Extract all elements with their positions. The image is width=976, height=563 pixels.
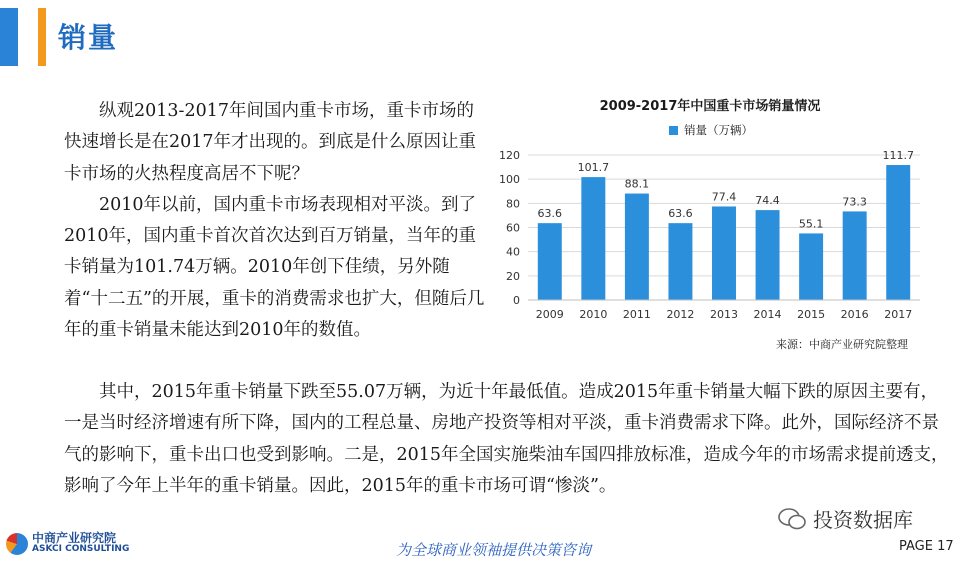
y-tick-label: 60 bbox=[506, 221, 520, 235]
bar bbox=[756, 210, 780, 300]
x-tick-label: 2010 bbox=[579, 308, 608, 321]
x-tick-label: 2014 bbox=[753, 308, 782, 321]
logo-name-en: ASKCI CONSULTING bbox=[32, 544, 130, 554]
data-label: 63.6 bbox=[537, 207, 563, 221]
y-tick-label: 40 bbox=[506, 245, 520, 259]
bar bbox=[538, 223, 562, 300]
bar bbox=[581, 177, 605, 300]
data-label: 77.4 bbox=[711, 190, 737, 204]
data-label: 88.1 bbox=[624, 177, 650, 191]
y-tick-label: 100 bbox=[499, 173, 520, 187]
data-label: 63.6 bbox=[668, 207, 693, 221]
chart-source: 来源：中商产业研究院整理 bbox=[776, 338, 908, 351]
wechat-account-name: 投资数据库 bbox=[813, 508, 913, 532]
intro-text-block bbox=[64, 96, 488, 346]
y-tick-label: 80 bbox=[506, 197, 520, 211]
footer-slogan: 为全球商业领袖提供决策咨询 bbox=[396, 541, 592, 559]
y-tick-label: 0 bbox=[513, 294, 520, 307]
wechat-icon bbox=[777, 507, 807, 531]
sales-bar-chart bbox=[490, 145, 930, 330]
company-logo bbox=[6, 533, 129, 555]
x-tick-label: 2016 bbox=[840, 308, 869, 321]
x-tick-label: 2011 bbox=[622, 308, 651, 321]
data-label: 73.3 bbox=[842, 195, 867, 209]
wechat-watermark bbox=[777, 504, 913, 533]
paragraph-2: 2010年以前，国内重卡市场表现相对平淡。到了2010年，国内重卡首次首次达到百万销量，当年的重卡销量为101.74万辆。2010年创下佳绩，另外随着“十二五”的开展，重卡的消费需求也扩大，但随后几年的重卡销量未能达到2010年的数值。 bbox=[64, 194, 485, 341]
logo-icon bbox=[6, 533, 28, 555]
x-tick-label: 2015 bbox=[797, 308, 826, 321]
x-tick-label: 2013 bbox=[710, 308, 738, 321]
page-number: PAGE 17 bbox=[899, 539, 954, 554]
x-tick-label: 2017 bbox=[884, 308, 913, 321]
bar bbox=[799, 233, 823, 300]
bar bbox=[668, 223, 692, 300]
bar bbox=[843, 211, 867, 300]
page-title: 销量 bbox=[58, 21, 119, 54]
paragraph-3: 其中，2015年重卡销量下跌至55.07万辆，为近十年最低值。造成2015年重卡销量大幅下跌的原因主要有，一是当时经济增速有所下降，国内的工程总量、房地产投资等相对平淡，重卡消费需求下降。此外，国际经济不景气的影响下，重卡出口也受到影响。二是，2015年全国实施柴油车国四排放标准，造成今年的市场需求提前透支，影响了今年上半年的重卡销量。因此，2015年的重卡市场可谓“惨淡”。 bbox=[64, 382, 949, 496]
title-accent-bar-orange bbox=[38, 8, 46, 66]
chart-legend bbox=[669, 122, 753, 138]
legend-label: 销量（万辆） bbox=[684, 123, 753, 137]
data-label: 101.7 bbox=[577, 161, 610, 175]
title-accent-bar bbox=[0, 8, 18, 66]
data-label: 74.4 bbox=[755, 194, 780, 208]
chart-title: 2009-2017年中国重卡市场销量情况 bbox=[599, 99, 821, 114]
logo-name-cn: 中商产业研究院 bbox=[32, 531, 117, 545]
data-label: 55.1 bbox=[798, 217, 824, 231]
x-tick-label: 2012 bbox=[666, 308, 695, 321]
x-tick-label: 2009 bbox=[535, 308, 564, 321]
paragraph-1: 纵观2013-2017年间国内重卡市场，重卡市场的快速增长是在2017年才出现的。到底是什么原因让重卡市场的火热程度高居不下呢？ bbox=[64, 101, 477, 184]
bar bbox=[712, 206, 736, 300]
y-tick-label: 120 bbox=[499, 149, 520, 162]
bar bbox=[886, 165, 910, 300]
bar bbox=[625, 194, 649, 300]
data-label: 111.7 bbox=[882, 149, 914, 163]
legend-swatch bbox=[669, 126, 678, 135]
y-tick-label: 20 bbox=[506, 269, 520, 283]
